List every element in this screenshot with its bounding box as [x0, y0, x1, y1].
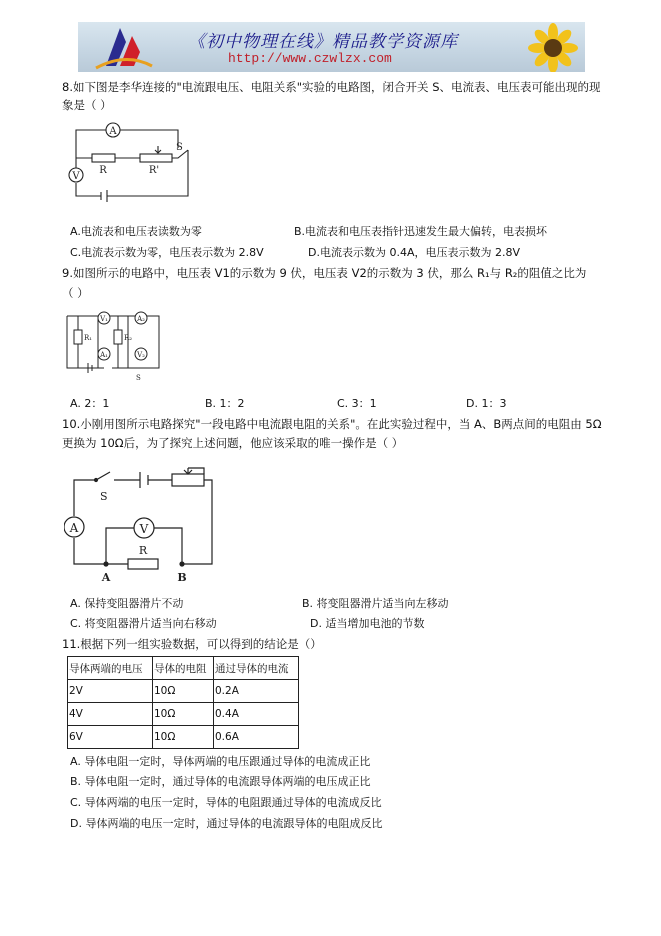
q11-option-d[interactable]: D. 导体两端的电压一定时，通过导体的电流跟导体的电阻成反比: [70, 817, 383, 830]
q8-circuit-diagram: [62, 118, 212, 213]
q10-stem-line2: 更换为 10Ω后，为了探究上述问题，他应该采取的唯一操作是（ ）: [62, 436, 404, 450]
q10-battery-icon: [140, 472, 148, 488]
table-cell: 4V: [68, 703, 153, 726]
q8-switch-label: S: [176, 142, 183, 153]
q8-option-b[interactable]: B.电流表和电压表指针迅速发生最大偏转，电表损坏: [294, 225, 548, 238]
sunflower-icon: [505, 22, 585, 72]
q11-data-table: [67, 656, 299, 749]
q10-circuit-diagram: [64, 460, 224, 585]
table-cell: 10Ω: [153, 726, 214, 749]
q9-option-d[interactable]: D. 1：3: [466, 397, 507, 410]
q10-switch-pivot: [95, 479, 98, 482]
q9-v2-label: V₂: [137, 351, 145, 359]
q9-circuit-diagram: [64, 308, 164, 383]
q8-option-a[interactable]: A.电流表和电压表读数为零: [70, 225, 202, 238]
q9-stem-line1: 9.如图所示的电路中，电压表 V1的示数为 9 伏，电压表 V2的示数为 3 伏，那么 R₁与 R₂的阻值之比为: [62, 266, 587, 280]
q8-option-c[interactable]: C.电流表示数为零，电压表示数为 2.8V: [70, 246, 264, 259]
table-cell: 0.2A: [214, 680, 299, 703]
q9-switch-label: S: [136, 374, 141, 382]
table-header-cell: 导体两端的电压: [68, 657, 153, 680]
q9-resistor-r1: [74, 330, 82, 344]
q9-option-a[interactable]: A. 2：1: [70, 397, 110, 410]
q9-option-c[interactable]: C. 3：1: [337, 397, 377, 410]
q11-stem: 11.根据下列一组实验数据，可以得到的结论是（）: [62, 637, 322, 651]
q9-r2-label: R₂: [124, 334, 133, 342]
q8-stem-line2: 象是（ ）: [62, 98, 112, 112]
table-header-cell: 导体的电阻: [153, 657, 214, 680]
banner-url[interactable]: http://www.czwlzx.com: [228, 51, 392, 66]
q10-rheostat: [172, 474, 204, 486]
q8-resistor-r: [92, 154, 115, 162]
q11-option-c[interactable]: C. 导体两端的电压一定时，导体的电阻跟通过导体的电流成反比: [70, 796, 382, 809]
q10-r-label: R: [138, 544, 148, 557]
q8-stem-line1: 8.如下图是李华连接的"电流跟电压、电阻关系"实验的电路图，闭合开关 S、电流表、电压表可能出现的现: [62, 80, 601, 94]
table-cell: 10Ω: [153, 680, 214, 703]
q9-r1-label: R₁: [84, 334, 93, 342]
q10-point-b-dot: [180, 562, 184, 566]
banner-title: 《初中物理在线》精品教学资源库: [188, 32, 458, 52]
q10-point-a-label: A: [101, 571, 111, 584]
q8-battery-icon: [101, 190, 107, 202]
q10-stem-line1: 10.小刚用图所示电路探究"一段电路中电流跟电阻的关系"。在此实验过程中，当 A、B两点间的电阻由 5Ω: [62, 417, 602, 431]
q10-option-a[interactable]: A. 保持变阻器滑片不动: [70, 597, 184, 610]
table-row: [68, 680, 299, 703]
q9-stem-line2: （ ）: [62, 286, 89, 300]
q10-option-d[interactable]: D. 适当增加电池的节数: [310, 617, 425, 630]
table-cell: 0.6A: [214, 726, 299, 749]
table-cell: 2V: [68, 680, 153, 703]
q9-v1-label: V₁: [100, 315, 108, 323]
table-cell: 6V: [68, 726, 153, 749]
q10-resistor-r: [128, 559, 158, 569]
site-logo-icon: [86, 22, 156, 72]
table-row: [68, 703, 299, 726]
q9-resistor-r2: [114, 330, 122, 344]
q10-option-c[interactable]: C. 将变阻器滑片适当向右移动: [70, 617, 217, 630]
q10-point-a-dot: [104, 562, 108, 566]
q9-a1-label: A₁: [100, 351, 108, 359]
q10-switch-label: S: [100, 490, 108, 503]
q9-option-b[interactable]: B. 1：2: [205, 397, 245, 410]
table-row: [68, 726, 299, 749]
q8-option-d[interactable]: D.电流表示数为 0.4A，电压表示数为 2.8V: [308, 246, 520, 259]
q11-option-a[interactable]: A. 导体电阻一定时，导体两端的电压跟通过导体的电流成正比: [70, 755, 371, 768]
table-cell: 10Ω: [153, 703, 214, 726]
q10-ammeter-label: A: [69, 521, 79, 535]
q11-option-b[interactable]: B. 导体电阻一定时，通过导体的电流跟导体两端的电压成正比: [70, 775, 371, 788]
table-cell: 0.4A: [214, 703, 299, 726]
q9-a2-label: A₂: [137, 315, 145, 323]
q8-voltmeter-label: V: [72, 171, 80, 182]
table-header-row: [68, 657, 299, 680]
q10-point-b-label: B: [177, 571, 187, 584]
header-banner: [78, 22, 585, 72]
q10-option-b[interactable]: B. 将变阻器滑片适当向左移动: [302, 597, 449, 610]
q8-r-label: R: [99, 165, 107, 176]
table-header-cell: 通过导体的电流: [214, 657, 299, 680]
q8-ammeter-label: A: [109, 126, 117, 137]
q10-voltmeter-label: V: [139, 522, 149, 536]
q8-rvar-label: R': [148, 165, 160, 176]
q8-rheostat: [140, 154, 172, 162]
